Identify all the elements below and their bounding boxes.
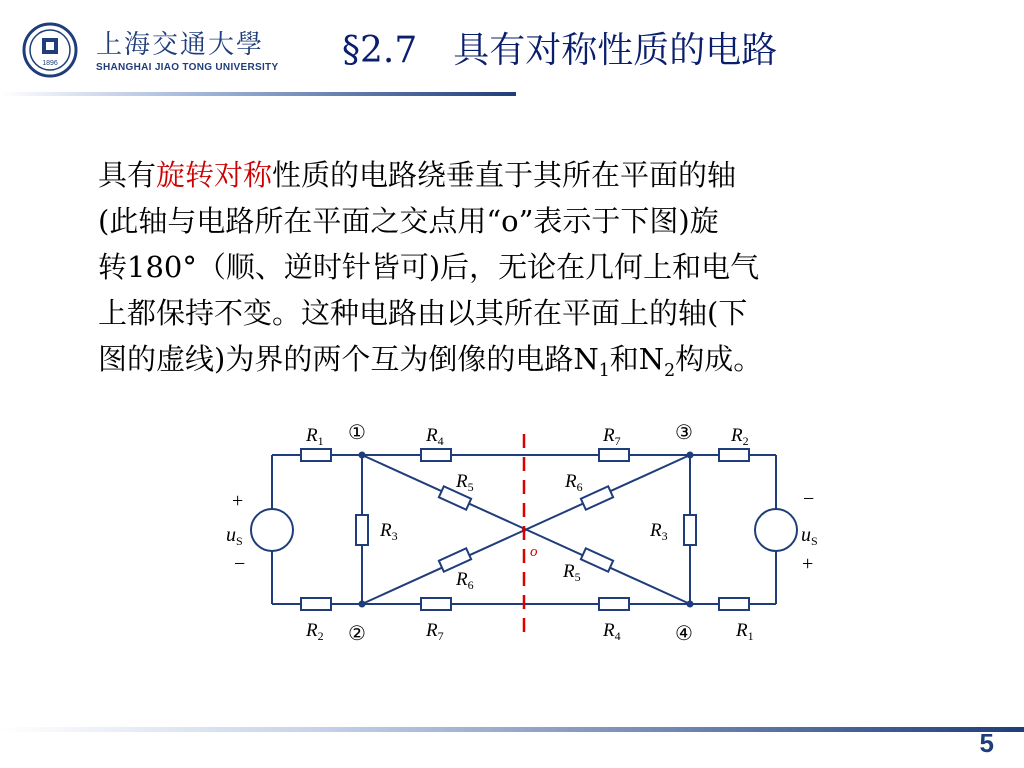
resistor-r7-top — [599, 449, 629, 461]
highlight-term: 旋转对称 — [156, 158, 273, 192]
resistor-r4-bottom — [599, 598, 629, 610]
slide-body-text — [98, 152, 948, 394]
body-line-3: 转180°（顺、逆时针皆可)后，无论在几何上和电气 — [98, 250, 760, 284]
svg-text:R7: $R_7$ — [603, 425, 621, 448]
svg-text:R5: $R_5$ — [563, 561, 581, 584]
svg-text:R1: $R_1$ — [306, 425, 324, 448]
svg-text:R4: $R_4$ — [426, 425, 444, 448]
resistor-r2-top — [719, 449, 749, 461]
svg-text:R7: $R_7$ — [426, 620, 444, 643]
svg-text:uS: $u_S$ — [226, 524, 243, 548]
svg-text:−: − — [234, 553, 246, 575]
body-line-5: 图的虚线)为界的两个互为倒像的电路$N_1$和$N_2$构成。 — [98, 342, 763, 381]
resistor-r2-bottom — [301, 598, 331, 610]
center-point — [522, 528, 526, 532]
resistor-r7-bottom — [421, 598, 451, 610]
slide-header — [0, 0, 1024, 100]
university-name-en: SHANGHAI JIAO TONG UNIVERSITY — [96, 62, 279, 73]
svg-text:+: + — [232, 490, 244, 512]
svg-text:R3: $R_3$ — [380, 520, 398, 543]
svg-text:R5: $R_5$ — [456, 471, 474, 494]
voltage-source-left-icon — [251, 509, 293, 551]
body-line-2: (此轴与电路所在平面之交点用“o”表示于下图)旋 — [98, 204, 719, 238]
node-4-label: ④ — [675, 623, 693, 645]
resistor-r3-left — [356, 515, 368, 545]
node-2-label: ② — [348, 623, 366, 645]
resistor-r3-right — [684, 515, 696, 545]
center-label: o — [530, 544, 538, 560]
svg-text:R3: $R_3$ — [650, 520, 668, 543]
svg-text:R1: $R_1$ — [736, 620, 754, 643]
svg-text:R2: $R_2$ — [731, 425, 749, 448]
footer-divider — [0, 727, 1024, 732]
resistor-r4-top — [421, 449, 451, 461]
svg-text:R6: $R_6$ — [565, 471, 583, 494]
voltage-source-right-icon — [755, 509, 797, 551]
page-number: 5 — [979, 728, 994, 758]
slide-title: §2.7 具有对称性质的电路 — [342, 30, 778, 71]
node-1-label: ① — [348, 422, 366, 444]
svg-text:1896: 1896 — [42, 60, 58, 67]
resistor-r1-top — [301, 449, 331, 461]
svg-text:uS: $u_S$ — [801, 524, 818, 548]
university-seal-icon — [22, 22, 78, 78]
resistor-r1-bottom — [719, 598, 749, 610]
circuit-diagram — [0, 400, 1024, 660]
body-line-4: 上都保持不变。这种电路由以其所在平面上的轴(下 — [98, 296, 748, 330]
resistor-r5-lower — [581, 548, 613, 571]
svg-text:+: + — [802, 553, 814, 575]
svg-text:−: − — [803, 488, 815, 510]
header-divider — [0, 92, 516, 96]
svg-text:R2: $R_2$ — [306, 620, 324, 643]
node-3-label: ③ — [675, 422, 693, 444]
university-name-cn: 上海交通大學 — [96, 30, 265, 60]
svg-text:R4: $R_4$ — [603, 620, 621, 643]
svg-text:R6: $R_6$ — [456, 569, 474, 592]
body-line-1: 具有旋转对称性质的电路绕垂直于其所在平面的轴 — [98, 158, 737, 192]
resistor-r6-upper — [581, 486, 613, 509]
